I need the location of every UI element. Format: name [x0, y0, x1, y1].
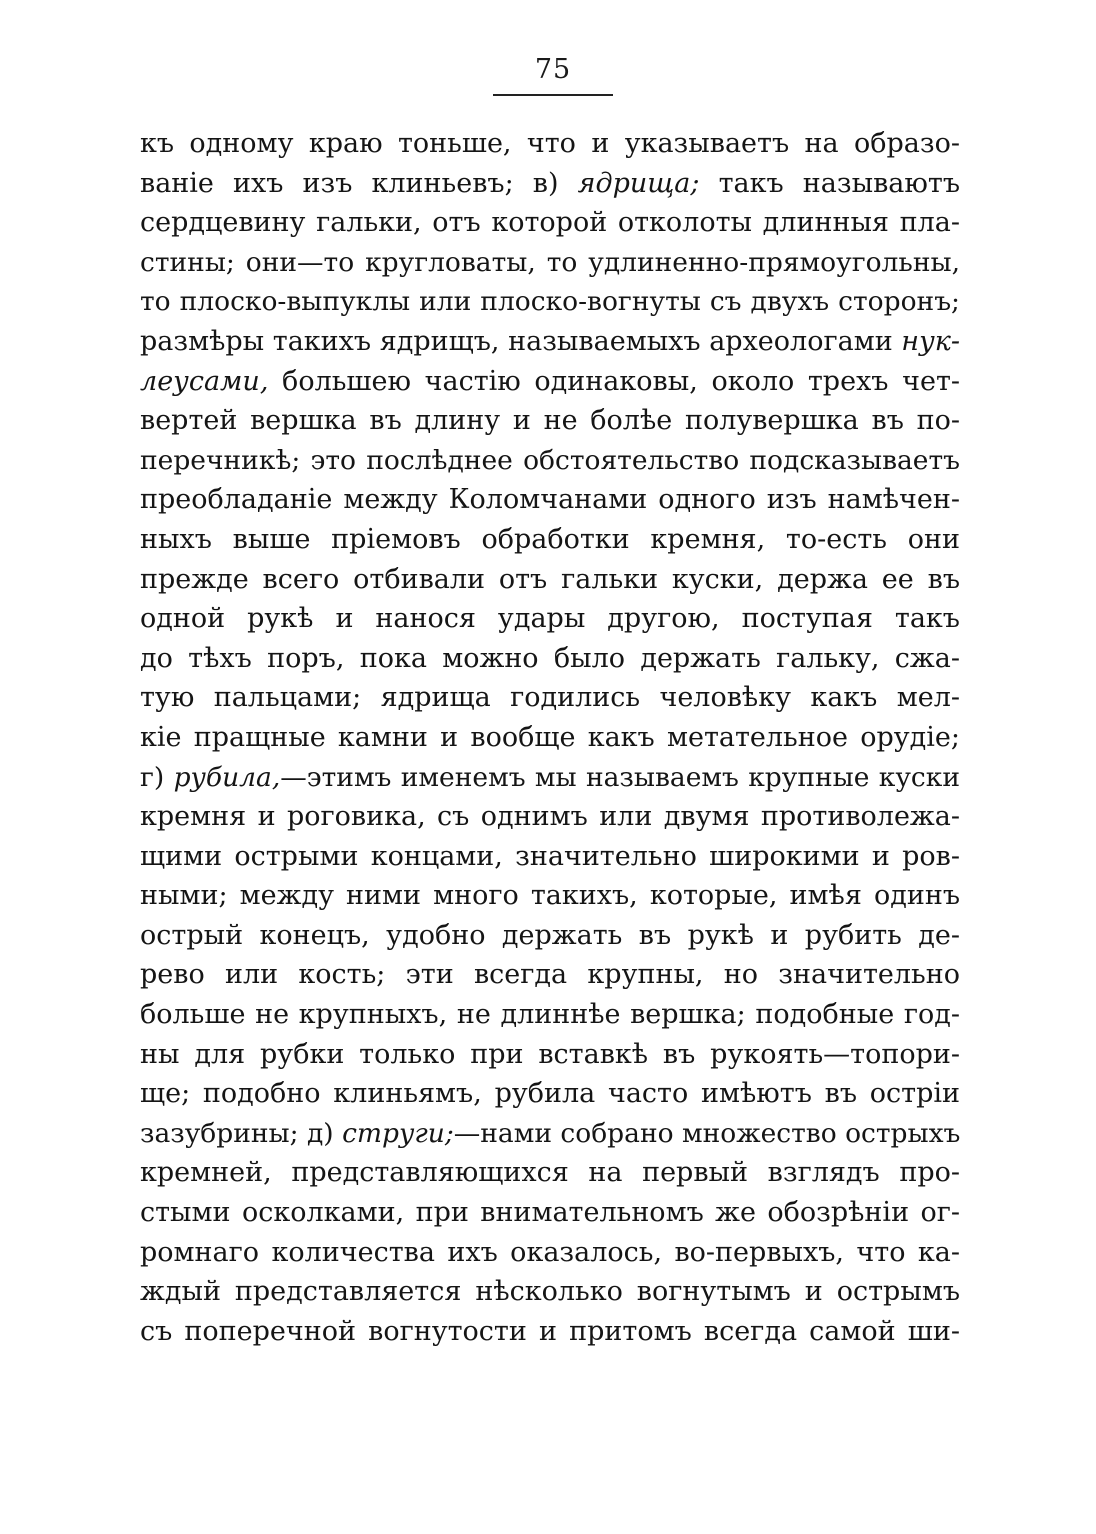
text-line: [140, 599, 960, 639]
text-line: [140, 203, 960, 243]
text-segment: стыми осколками, при внимательномъ же обозрѣніи ог-: [140, 1197, 960, 1229]
text-segment: ныхъ выше пріемовъ обработки кремня, то-есть они: [140, 523, 960, 555]
text-segment: ромнаго количества ихъ оказалось, во-первыхъ, что ка-: [140, 1236, 960, 1268]
text-segment: ны для рубки только при вставкѣ въ рукоять—топори-: [140, 1038, 960, 1070]
text-segment: щими острыми концами, значительно широкими и ров-: [140, 840, 960, 872]
text-segment: ваніе ихъ изъ клиньевъ; в): [140, 167, 578, 199]
italic-term: леусами,: [140, 365, 269, 397]
text-segment: ще; подобно клиньямъ, рубила часто имѣютъ въ остріи: [140, 1078, 960, 1110]
text-line: [140, 758, 960, 798]
italic-term: струги;: [342, 1117, 454, 1149]
page-number: 75: [534, 54, 572, 85]
text-segment: то плоско-выпуклы или плоско-вогнуты съ двухъ сторонъ;: [140, 286, 960, 318]
text-segment: ждый представляется нѣсколько вогнутымъ и острымъ: [140, 1276, 960, 1308]
text-segment: одной рукѣ и нанося удары другою, поступая такъ: [140, 603, 960, 635]
text-line: [140, 639, 960, 679]
text-segment: рево или кость; эти всегда крупны, но значительно: [140, 959, 960, 991]
text-line: [140, 955, 960, 995]
text-segment: большею частію одинаковы, около трехъ чет-: [268, 365, 960, 397]
text-line: [140, 1312, 960, 1352]
text-line: [140, 520, 960, 560]
text-segment: до тѣхъ поръ, пока можно было держать гальку, сжа-: [140, 642, 960, 674]
text-segment: съ поперечной вогнутости и притомъ всегда самой ши-: [140, 1315, 960, 1347]
text-segment: вертей вершка въ длину и не болѣе полувершка въ по-: [140, 405, 960, 437]
text-line: [140, 124, 960, 164]
text-line: [140, 362, 960, 402]
text-line: [140, 797, 960, 837]
text-segment: сердцевину гальки, отъ которой отколоты длинныя пла-: [140, 207, 960, 239]
text-segment: размѣры такихъ ядрищъ, называемыхъ археологами: [140, 325, 902, 357]
text-line: [140, 1153, 960, 1193]
italic-term: рубила,: [173, 761, 281, 793]
text-segment: кремня и роговика, съ однимъ или двумя противолежа-: [140, 801, 960, 833]
text-segment: кремней, представляющихся на первый взглядъ про-: [140, 1157, 960, 1189]
italic-term: нук-: [901, 325, 960, 357]
text-line: [140, 164, 960, 204]
text-line: [140, 1074, 960, 1114]
text-segment: къ одному краю тоньше, что и указываетъ на образо-: [140, 128, 960, 159]
text-line: [140, 916, 960, 956]
text-line: [140, 560, 960, 600]
text-line: [140, 1233, 960, 1273]
text-line: [140, 718, 960, 758]
text-line: [140, 480, 960, 520]
text-line: [140, 441, 960, 481]
text-segment: г): [140, 761, 174, 793]
text-line: [140, 678, 960, 718]
italic-term: ядрища;: [577, 167, 700, 199]
text-line: [140, 1272, 960, 1312]
text-segment: прежде всего отбивали отъ гальки куски, держа ее въ: [140, 563, 960, 595]
text-segment: зазубрины; д): [140, 1117, 343, 1149]
text-segment: ными; между ними много такихъ, которые, имѣя одинъ: [140, 880, 960, 912]
text-line: [140, 282, 960, 322]
text-segment: стины; они—то кругловаты, то удлиненно-прямоугольны,: [140, 246, 960, 278]
text-line: [140, 243, 960, 283]
text-segment: тую пальцами; ядрища годились человѣку какъ мел-: [140, 682, 960, 714]
text-line: [140, 1193, 960, 1233]
text-segment: кіе пращные камни и вообще какъ метательное орудіе;: [140, 721, 960, 753]
text-segment: такъ называютъ: [699, 167, 960, 199]
text-segment: перечникѣ; это послѣднее обстоятельство подсказываетъ: [140, 444, 960, 476]
text-line: [140, 837, 960, 877]
page-number-rule: [493, 94, 613, 96]
text-line: [140, 401, 960, 441]
body-text: [140, 124, 960, 1351]
text-segment: —этимъ именемъ мы называемъ крупные куски: [280, 761, 960, 793]
text-segment: —нами собрано множество острыхъ: [453, 1117, 961, 1149]
text-segment: больше не крупныхъ, не длиннѣе вершка; подобные год-: [140, 999, 960, 1031]
text-line: [140, 322, 960, 362]
text-line: [140, 876, 960, 916]
text-segment: острый конецъ, удобно держать въ рукѣ и рубить де-: [140, 919, 960, 951]
text-line: [140, 1114, 960, 1154]
text-line: [140, 995, 960, 1035]
text-line: [140, 1035, 960, 1075]
text-segment: преобладаніе между Коломчанами одного изъ намѣчен-: [140, 484, 960, 516]
